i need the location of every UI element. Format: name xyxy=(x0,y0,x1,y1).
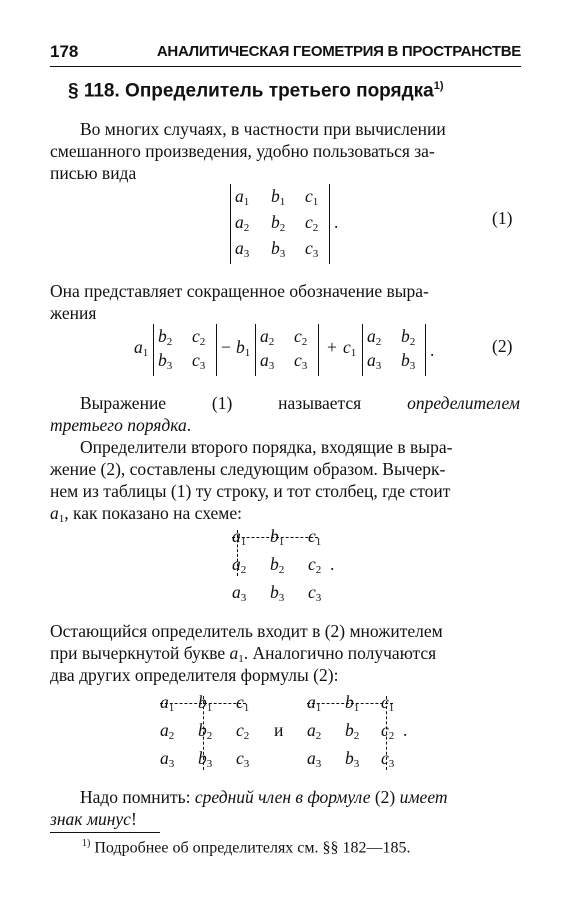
crossout-scheme-2: $a_1$ $b_1$ $c_1$ $a_2$ $b_2$ $c_2$ $a_3$ $b_3$ $c_3$ xyxy=(160,692,250,770)
running-title: АНАЛИТИЧЕСКАЯ ГЕОМЕТРИЯ В ПРОСТРАНСТВЕ xyxy=(156,43,521,60)
equation-2-number: (2) xyxy=(492,336,513,356)
paragraph-5-line-3: два других определителя формулы (2): xyxy=(50,665,339,685)
plus-sign: + xyxy=(327,337,337,357)
page-number: 178 xyxy=(50,42,79,61)
paragraph-4-line-2: жение (2), составлены следующим образом. Вычерк- xyxy=(50,459,446,479)
entry-c2: $c_2$ xyxy=(305,212,319,234)
determinant-3x3 xyxy=(230,184,330,264)
paragraph-3-line-1: Выражение (1) называется определителем xyxy=(80,393,520,413)
section-title: § 118. Определитель третьего порядка$^{1)}$ xyxy=(68,80,444,102)
footnote-rule xyxy=(50,832,160,833)
equation-2-period: . xyxy=(430,340,435,360)
and-word: и xyxy=(274,720,284,740)
minor-1: $b_2$ $c_2$ $b_3$ $c_3$ xyxy=(153,324,217,376)
entry-c1: $c_1$ xyxy=(305,186,319,208)
paragraph-1-line-2: смешанного произведения, удобно пользоваться за- xyxy=(50,141,435,161)
coef-c1: $c_1$ xyxy=(343,337,357,359)
entry-a2: $a_2$ xyxy=(235,212,250,234)
equation-1-period: . xyxy=(334,212,339,232)
paragraph-1-line-3: писью вида xyxy=(50,163,137,183)
entry-a3: $a_3$ xyxy=(235,238,250,260)
entry-a1: $a_1$ xyxy=(235,186,250,208)
paragraph-5-line-1: Остающийся определитель входит в (2) множителем xyxy=(50,621,443,641)
entry-b1: $b_1$ xyxy=(271,186,286,208)
paragraph-6-line-2: знак минус! xyxy=(50,809,137,829)
minus-sign: − xyxy=(221,337,231,357)
footnote-mark: 1) xyxy=(433,80,444,92)
equation-1-number: (1) xyxy=(492,208,513,228)
entry-c3: $c_3$ xyxy=(305,238,319,260)
crossout-scheme-1: $a_1$ $b_1$ $c_1$ $a_2$ $b_2$ $c_2$ . $a_3$ $b_3$ $c_3$ xyxy=(232,526,335,604)
paragraph-2-line-2: жения xyxy=(50,303,97,323)
running-header xyxy=(50,40,521,67)
coef-a1: $a_1$ xyxy=(134,337,149,359)
minor-2: $a_2$ $c_2$ $a_3$ $c_3$ xyxy=(255,324,319,376)
paragraph-4-line-3: нем из таблицы (1) ту строку, и тот столбец, где стоит xyxy=(50,481,451,501)
crossout-scheme-3: $a_1$ $b_1$ $c_1$ $a_2$ $b_2$ $c_2$ . $a_3$ $b_3$ $c_3$ xyxy=(307,692,408,770)
paragraph-4-line-4: $a_1$, как показано на схеме: xyxy=(50,503,243,525)
paragraph-3-line-2: третьего порядка. xyxy=(50,415,192,435)
minor-3: $a_2$ $b_2$ $a_3$ $b_3$ xyxy=(362,324,426,376)
entry-b2: $b_2$ xyxy=(271,212,286,234)
entry-b3: $b_3$ xyxy=(271,238,286,260)
paragraph-1-line-1: Во многих случаях, в частности при вычислении xyxy=(80,119,446,139)
paragraph-4-line-1: Определители второго порядка, входящие в выра- xyxy=(80,437,453,457)
paragraph-6-line-1: Надо помнить: средний член в формуле (2) имеет xyxy=(80,787,448,807)
coef-b1: $b_1$ xyxy=(236,337,251,359)
footnote: $^{1)}$ Подробнее об определителях см. §§ 182—185. xyxy=(82,838,411,857)
paragraph-5-line-2: при вычеркнутой букве $a_1$. Аналогично получаются xyxy=(50,643,437,665)
paragraph-2-line-1: Она представляет сокращенное обозначение выра- xyxy=(50,281,429,301)
